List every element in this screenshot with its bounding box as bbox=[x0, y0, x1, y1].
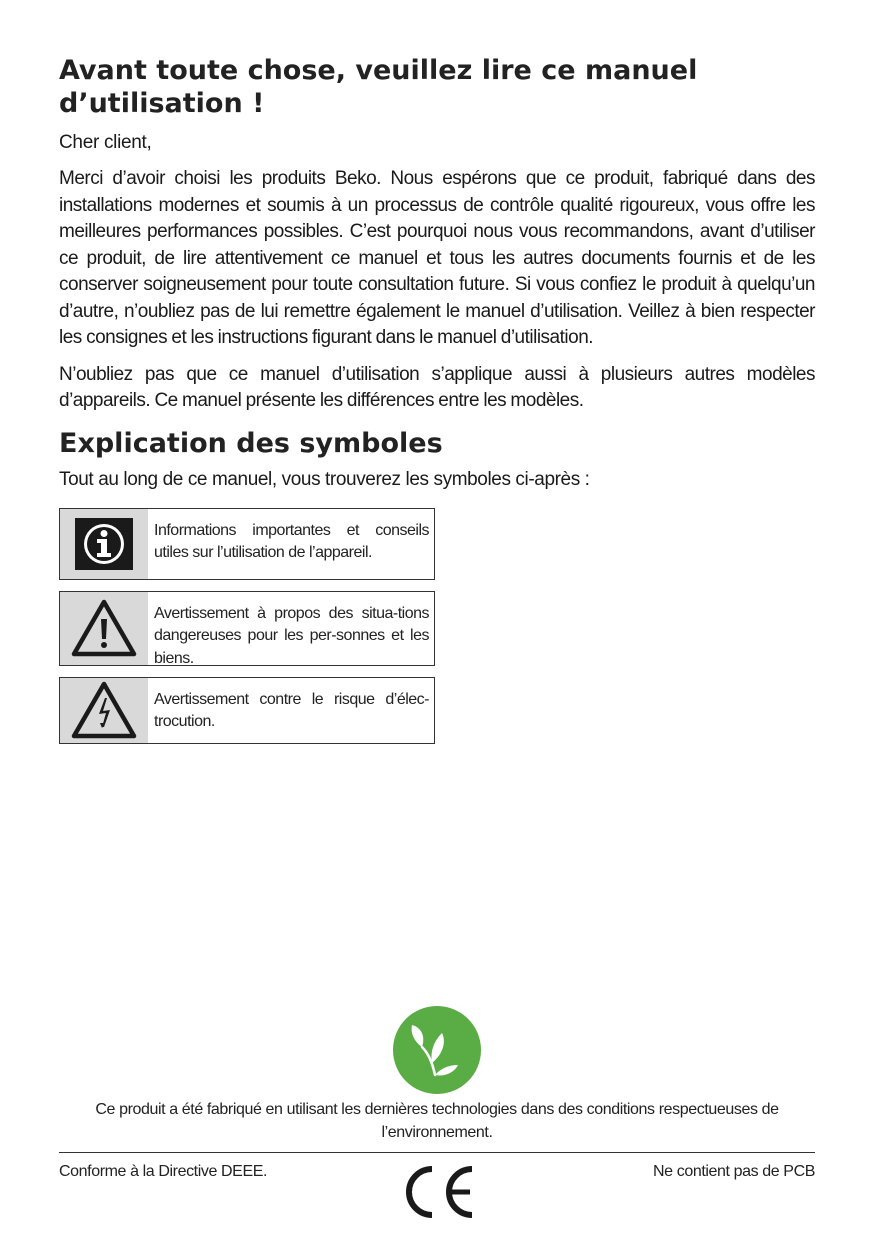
page-title bbox=[59, 54, 815, 120]
symbol-row-warning bbox=[59, 591, 435, 666]
salutation: Cher client, bbox=[59, 132, 152, 153]
manual-page bbox=[59, 54, 815, 755]
intro-paragraph: Merci d’avoir choisi les produits Beko. Nous espérons que ce produit, fabriqué dans des installations modernes et soumis à un processus de contrôle qualité rigoureux, vous offre les meilleures performances possibles. C’est pourquoi nous vous recommandons, avant d’utiliser ce produit, de lire attentivement ce manuel et tous les autres documents fournis et de les conserver soigneusement pour toute consultation future. Si vous confiez le produit à quelqu’un d’autre, n’oubliez pas de lui remettre également le manuel d’utilisation. Veillez à bien respecter les consignes et les instructions figurant dans le manuel d’utilisation. bbox=[59, 168, 815, 348]
warning-icon bbox=[60, 592, 148, 665]
weee-conformity: Conforme à la Directive DEEE. bbox=[59, 1163, 268, 1180]
page-title-line-2: d’utilisation ! bbox=[59, 88, 265, 119]
symbol-text-electric: Avertissement contre le risque d’élec-trocution. bbox=[154, 690, 429, 730]
symbols-section-title: Explication des symboles bbox=[59, 427, 443, 459]
symbol-text-info: Informations importantes et conseils utiles sur l’utilisation de l’appareil. bbox=[154, 521, 429, 561]
symbol-row-info bbox=[59, 508, 435, 580]
info-icon bbox=[60, 509, 148, 579]
footer-divider bbox=[59, 1152, 815, 1153]
symbol-text-warning: Avertissement à propos des situa-tions dangereuses pour les per-sonnes et les biens. bbox=[154, 604, 429, 667]
leaf-icon bbox=[392, 1005, 482, 1095]
symbol-row-electric bbox=[59, 677, 435, 744]
ce-mark-icon bbox=[398, 1163, 476, 1221]
pcb-statement: Ne contient pas de PCB bbox=[653, 1163, 815, 1180]
models-paragraph: N’oubliez pas que ce manuel d’utilisation s’applique aussi à plusieurs autres modèles d’appareils. Ce manuel présente les différences entre les modèles. bbox=[59, 363, 815, 411]
eco-statement: Ce produit a été fabriqué en utilisant les dernières technologies dans des conditions respectueuses de l’environnement. bbox=[95, 1101, 779, 1141]
symbols-intro: Tout au long de ce manuel, vous trouverez les symboles ci-après : bbox=[59, 468, 590, 490]
page-title-line-1: Avant toute chose, veuillez lire ce manuel bbox=[59, 55, 698, 86]
electric-shock-icon bbox=[60, 678, 148, 743]
